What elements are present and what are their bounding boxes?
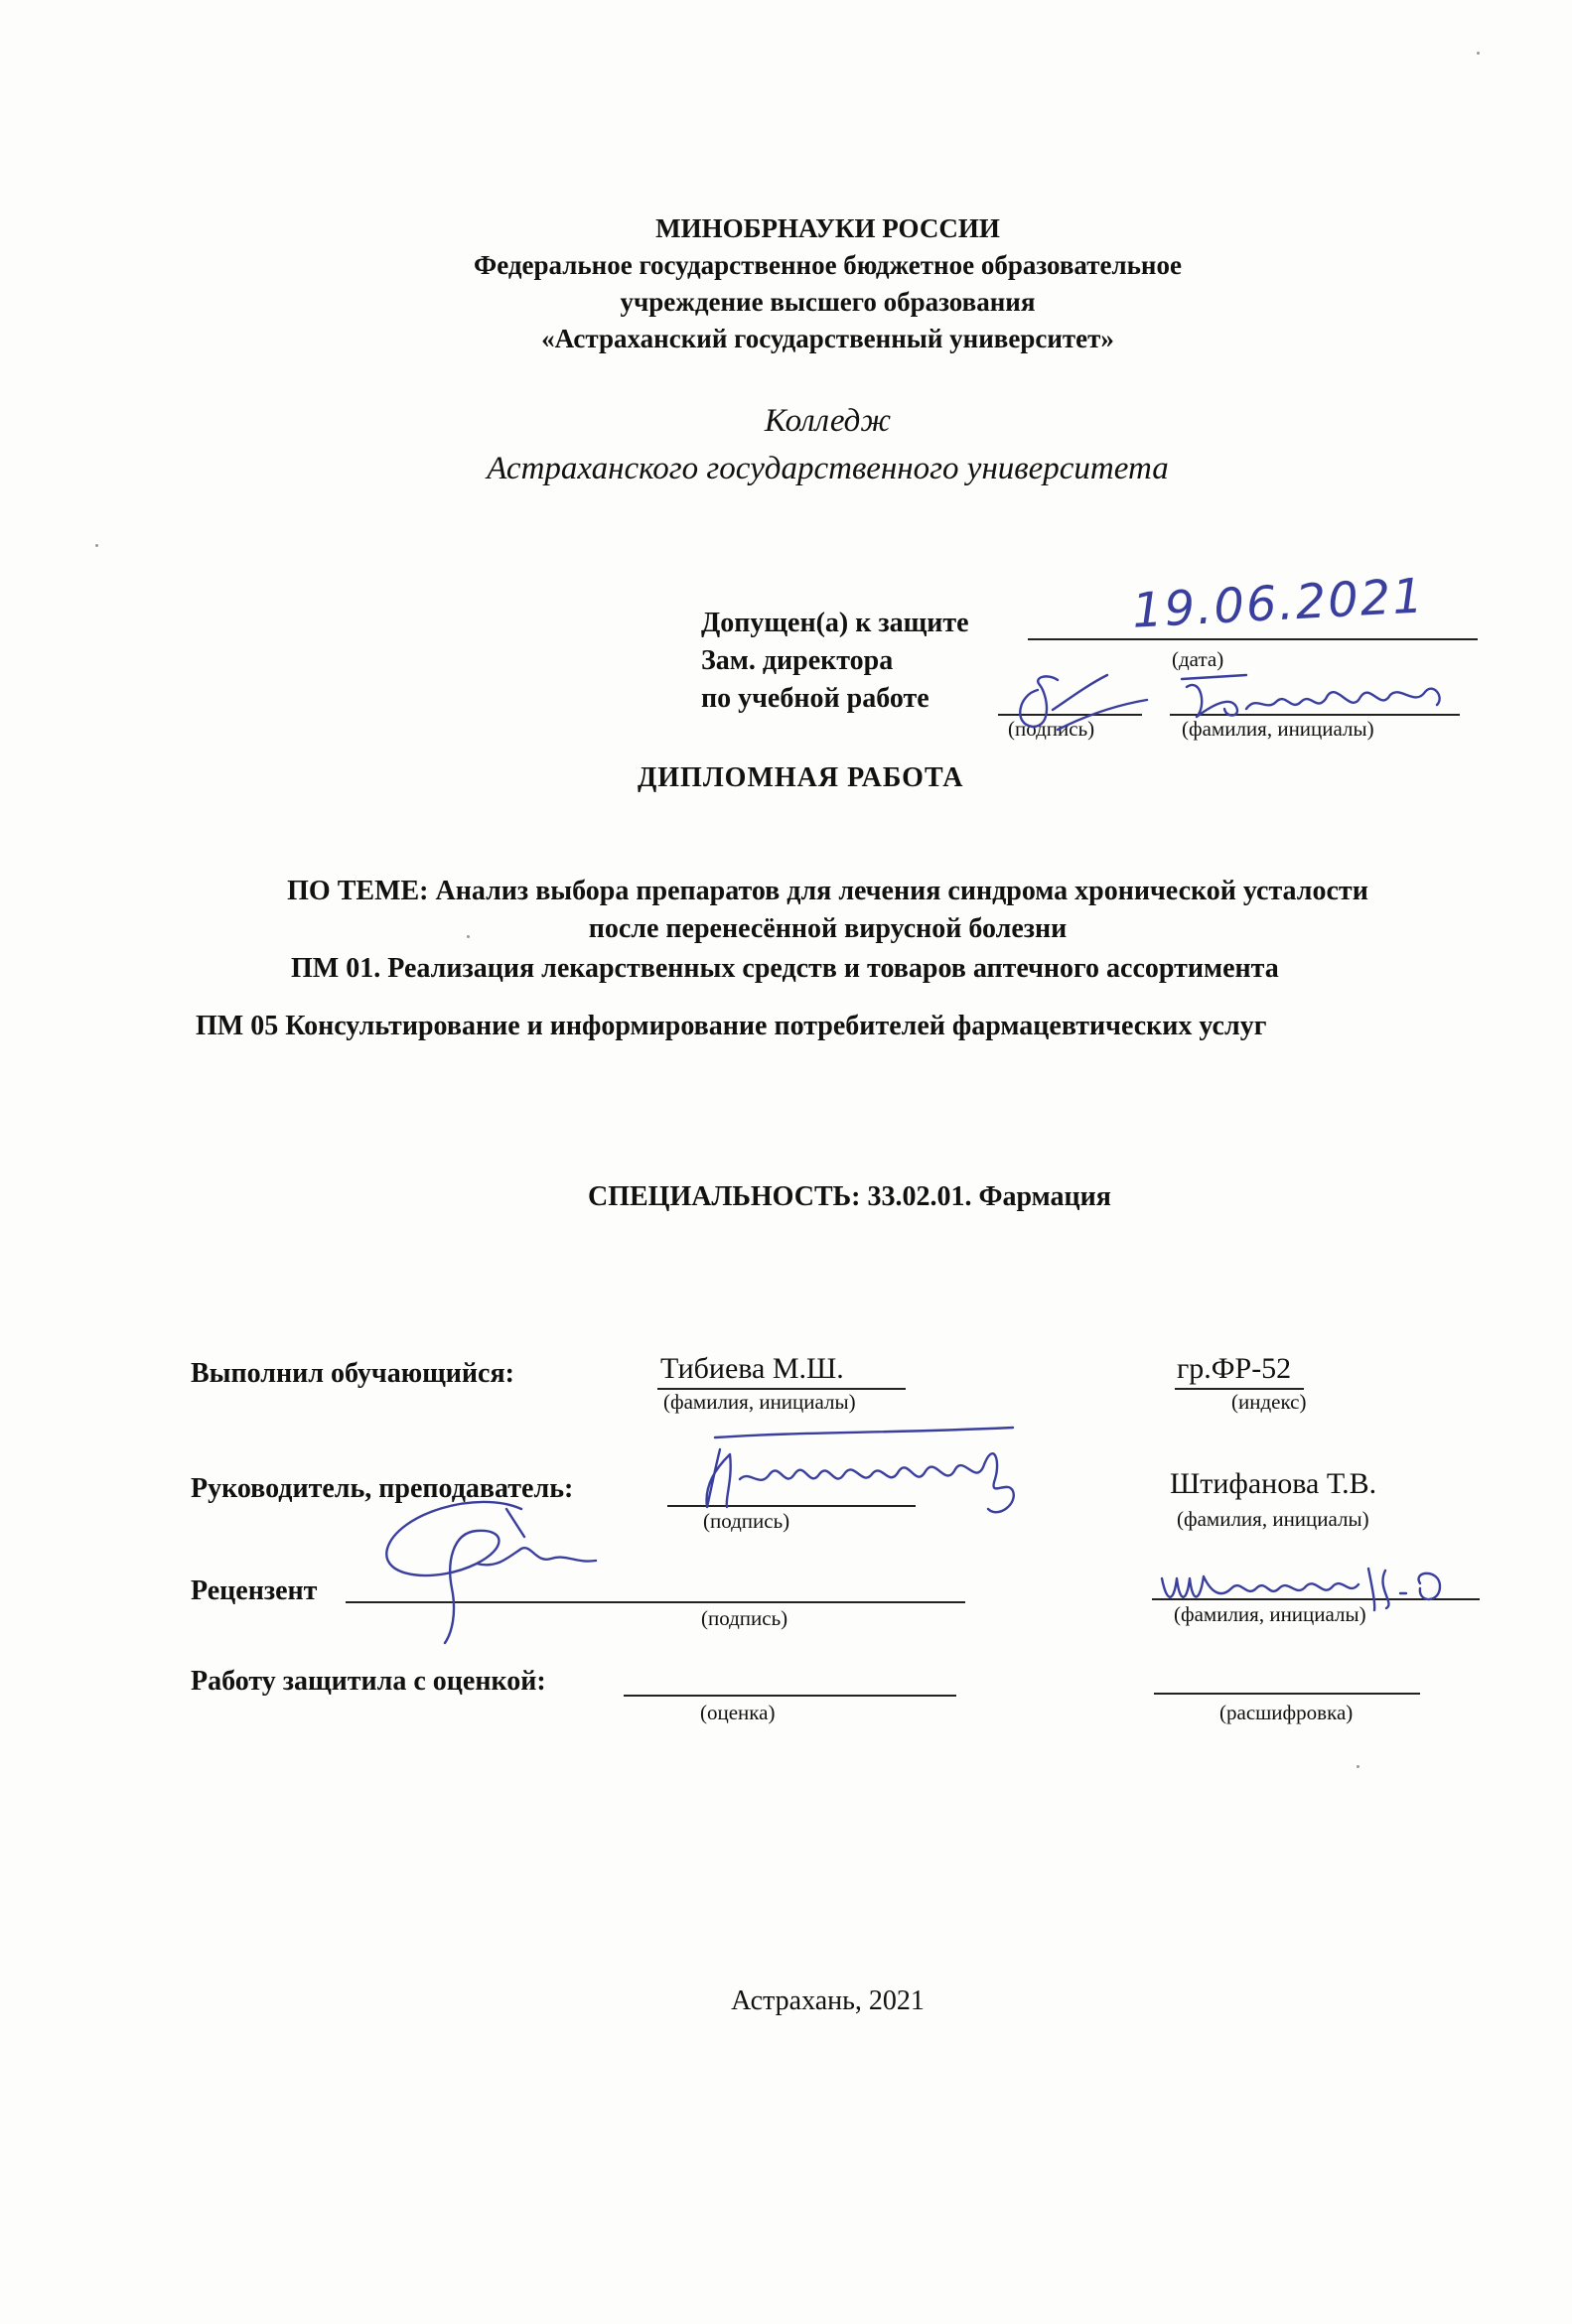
ministry-title: МИНОБРНАУКИ РОССИИ bbox=[655, 213, 1000, 243]
grade-decode-caption: (расшифровка) bbox=[1219, 1701, 1354, 1724]
college-line-1: Колледж bbox=[764, 403, 892, 439]
grade-label: Работу защитила с оценкой: bbox=[191, 1666, 546, 1697]
grade-caption: (оценка) bbox=[700, 1701, 776, 1724]
grade-decode-line bbox=[1154, 1693, 1420, 1695]
institution-line-2: учреждение высшего образования bbox=[620, 287, 1036, 317]
grade-line bbox=[624, 1695, 956, 1697]
supervisor-name-caption: (фамилия, инициалы) bbox=[1177, 1507, 1369, 1531]
document-type: ДИПЛОМНАЯ РАБОТА bbox=[638, 762, 964, 793]
reviewer-label: Рецензент bbox=[191, 1575, 318, 1606]
module-pm01: ПМ 01. Реализация лекарственных средств и товаров аптечного ассортимента bbox=[291, 953, 1279, 984]
student-label: Выполнил обучающийся: bbox=[191, 1358, 514, 1389]
student-group-caption: (индекс) bbox=[1231, 1390, 1307, 1414]
reviewer-signature-scribble bbox=[357, 1469, 626, 1648]
university-name: «Астраханский государственный университет» bbox=[541, 324, 1114, 353]
college-line-2: Астраханского государственного университета bbox=[487, 451, 1169, 486]
supervisor-label: Руководитель, преподаватель: bbox=[191, 1473, 574, 1504]
deputy-name-caption: (фамилия, инициалы) bbox=[1182, 717, 1374, 741]
topic-line-2: после перенесённой вирусной болезни bbox=[588, 913, 1068, 944]
deputy-name-scribble bbox=[1177, 657, 1455, 737]
admitted-label: Допущен(а) к защите bbox=[701, 608, 969, 638]
reviewer-name-scribble bbox=[1152, 1549, 1480, 1618]
student-group: гр.ФР-52 bbox=[1177, 1352, 1292, 1385]
student-name-caption: (фамилия, инициалы) bbox=[663, 1390, 856, 1414]
supervisor-signature-scribble bbox=[685, 1420, 1043, 1529]
city-year: Астрахань, 2021 bbox=[731, 1985, 925, 2016]
deputy-director-label: Зам. директора bbox=[701, 645, 894, 676]
institution-line-1: Федеральное государственное бюджетное образовательное bbox=[474, 250, 1182, 280]
scan-speck bbox=[1357, 1765, 1359, 1768]
deputy-signature-caption: (подпись) bbox=[1008, 717, 1095, 741]
specialty: СПЕЦИАЛЬНОСТЬ: 33.02.01. Фармация bbox=[588, 1181, 1111, 1212]
admitted-date-handwritten: 19.06.2021 bbox=[1130, 568, 1427, 639]
admitted-date-line bbox=[1028, 638, 1478, 640]
module-pm05: ПМ 05 Консультирование и информирование потребителей фармацевтических услуг bbox=[196, 1011, 1267, 1041]
reviewer-signature-caption: (подпись) bbox=[701, 1606, 788, 1630]
supervisor-name: Штифанова Т.В. bbox=[1170, 1467, 1377, 1500]
scan-speck bbox=[1477, 52, 1480, 55]
academic-work-label: по учебной работе bbox=[701, 683, 929, 714]
supervisor-signature-caption: (подпись) bbox=[703, 1509, 790, 1533]
scan-speck bbox=[95, 544, 98, 547]
reviewer-name-caption: (фамилия, инициалы) bbox=[1174, 1602, 1366, 1626]
deputy-signature-scribble bbox=[998, 655, 1157, 745]
topic-line-1: ПО ТЕМЕ: Анализ выбора препаратов для лечения синдрома хронической усталости bbox=[287, 876, 1368, 906]
student-name: Тибиева М.Ш. bbox=[660, 1352, 844, 1385]
date-caption: (дата) bbox=[1172, 647, 1224, 671]
